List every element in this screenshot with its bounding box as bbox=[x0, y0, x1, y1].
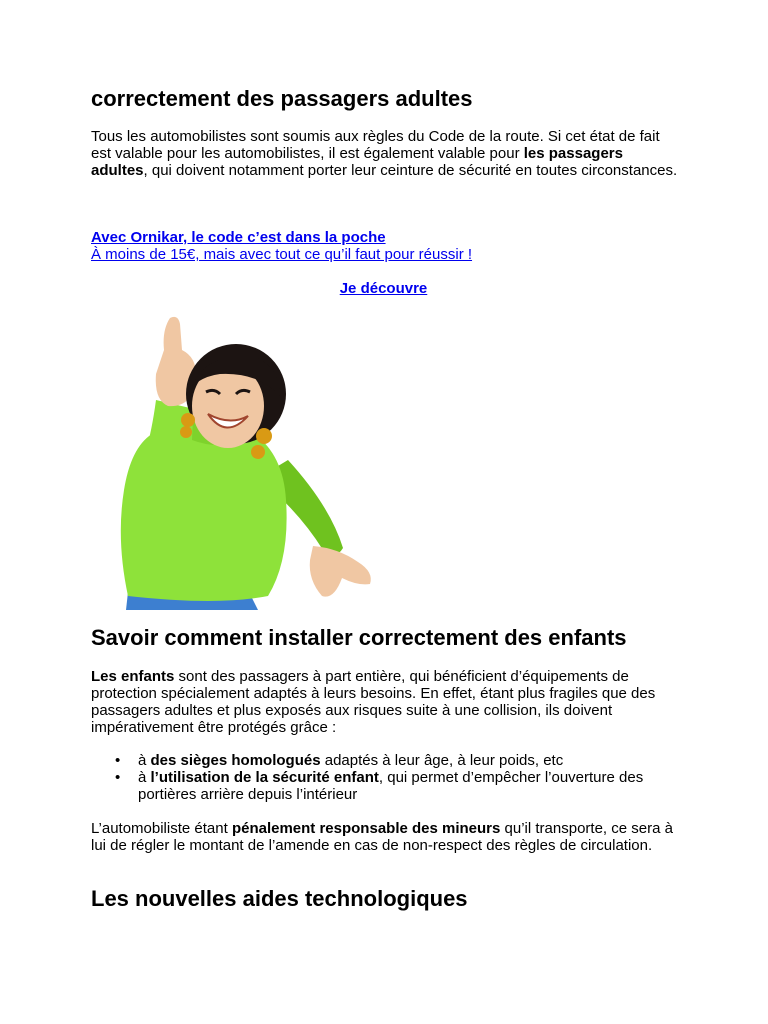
bold-text: l’utilisation de la sécurité enfant bbox=[150, 769, 379, 786]
promo-title-link[interactable]: Avec Ornikar, le code c’est dans la poche bbox=[91, 229, 386, 246]
cta-container bbox=[91, 280, 676, 297]
earring-right bbox=[256, 428, 272, 444]
paragraph-responsibility bbox=[91, 820, 681, 854]
bold-text: les passagers adultes bbox=[91, 145, 623, 179]
paragraph-text: qu’il transporte, ce sera à lui de régler le montant de l’amende en cas de non-respect des règles de circulation. bbox=[91, 820, 673, 854]
promo-subtitle-link[interactable]: À moins de 15€, mais avec tout ce qu’il faut pour réussir ! bbox=[91, 246, 473, 263]
bold-text: pénalement responsable des mineurs bbox=[231, 820, 501, 837]
list-text: adaptés à leur âge, à leur poids, etc bbox=[320, 752, 564, 769]
section-heading-tech-aids: Les nouvelles aides technologiques bbox=[91, 886, 468, 911]
section-heading-children: Savoir comment installer correctement des enfants bbox=[91, 625, 627, 650]
paragraph-children bbox=[91, 668, 681, 736]
section-heading-adult-passengers: correctement des passagers adultes bbox=[91, 86, 473, 111]
list-text: à bbox=[138, 752, 151, 769]
paragraph-text: , qui doivent notamment porter leur ceinture de sécurité en toutes circonstances. bbox=[143, 162, 678, 179]
bullet-icon: • bbox=[115, 769, 121, 786]
earring-left-2 bbox=[180, 426, 192, 438]
earring-left bbox=[181, 413, 195, 427]
woman-pointing-illustration bbox=[108, 310, 384, 610]
je-decouvre-link[interactable]: Je découvre bbox=[339, 280, 428, 297]
bullet-icon: • bbox=[115, 752, 121, 769]
paragraph-adult-passengers bbox=[91, 128, 681, 179]
promo-block bbox=[91, 229, 681, 263]
bold-text: des sièges homologués bbox=[150, 752, 321, 769]
paragraph-text: L’automobiliste étant bbox=[91, 820, 232, 837]
bullet-list bbox=[91, 752, 681, 803]
list-text: à bbox=[138, 769, 151, 786]
bold-text: Les enfants bbox=[91, 668, 175, 685]
paragraph-text: sont des passagers à part entière, qui bénéficient d’équipements de protection spécialement adaptés à leurs besoins. En effet, étant plus fragiles que des passagers adultes et plus exposés aux risques suite à une collision, ils doivent impérativement être protégés grâce : bbox=[91, 668, 656, 736]
list-item bbox=[91, 752, 681, 769]
list-text: , qui permet d’empêcher l’ouverture des portières arrière depuis l’intérieur bbox=[138, 769, 644, 803]
paragraph-text: Tous les automobilistes sont soumis aux règles du Code de la route. Si cet état de fait est valable pour les automobilistes, il est également valable pour bbox=[91, 128, 660, 162]
earring-right-2 bbox=[251, 445, 265, 459]
list-item bbox=[91, 769, 681, 803]
pointing-hand-shape bbox=[310, 546, 371, 597]
